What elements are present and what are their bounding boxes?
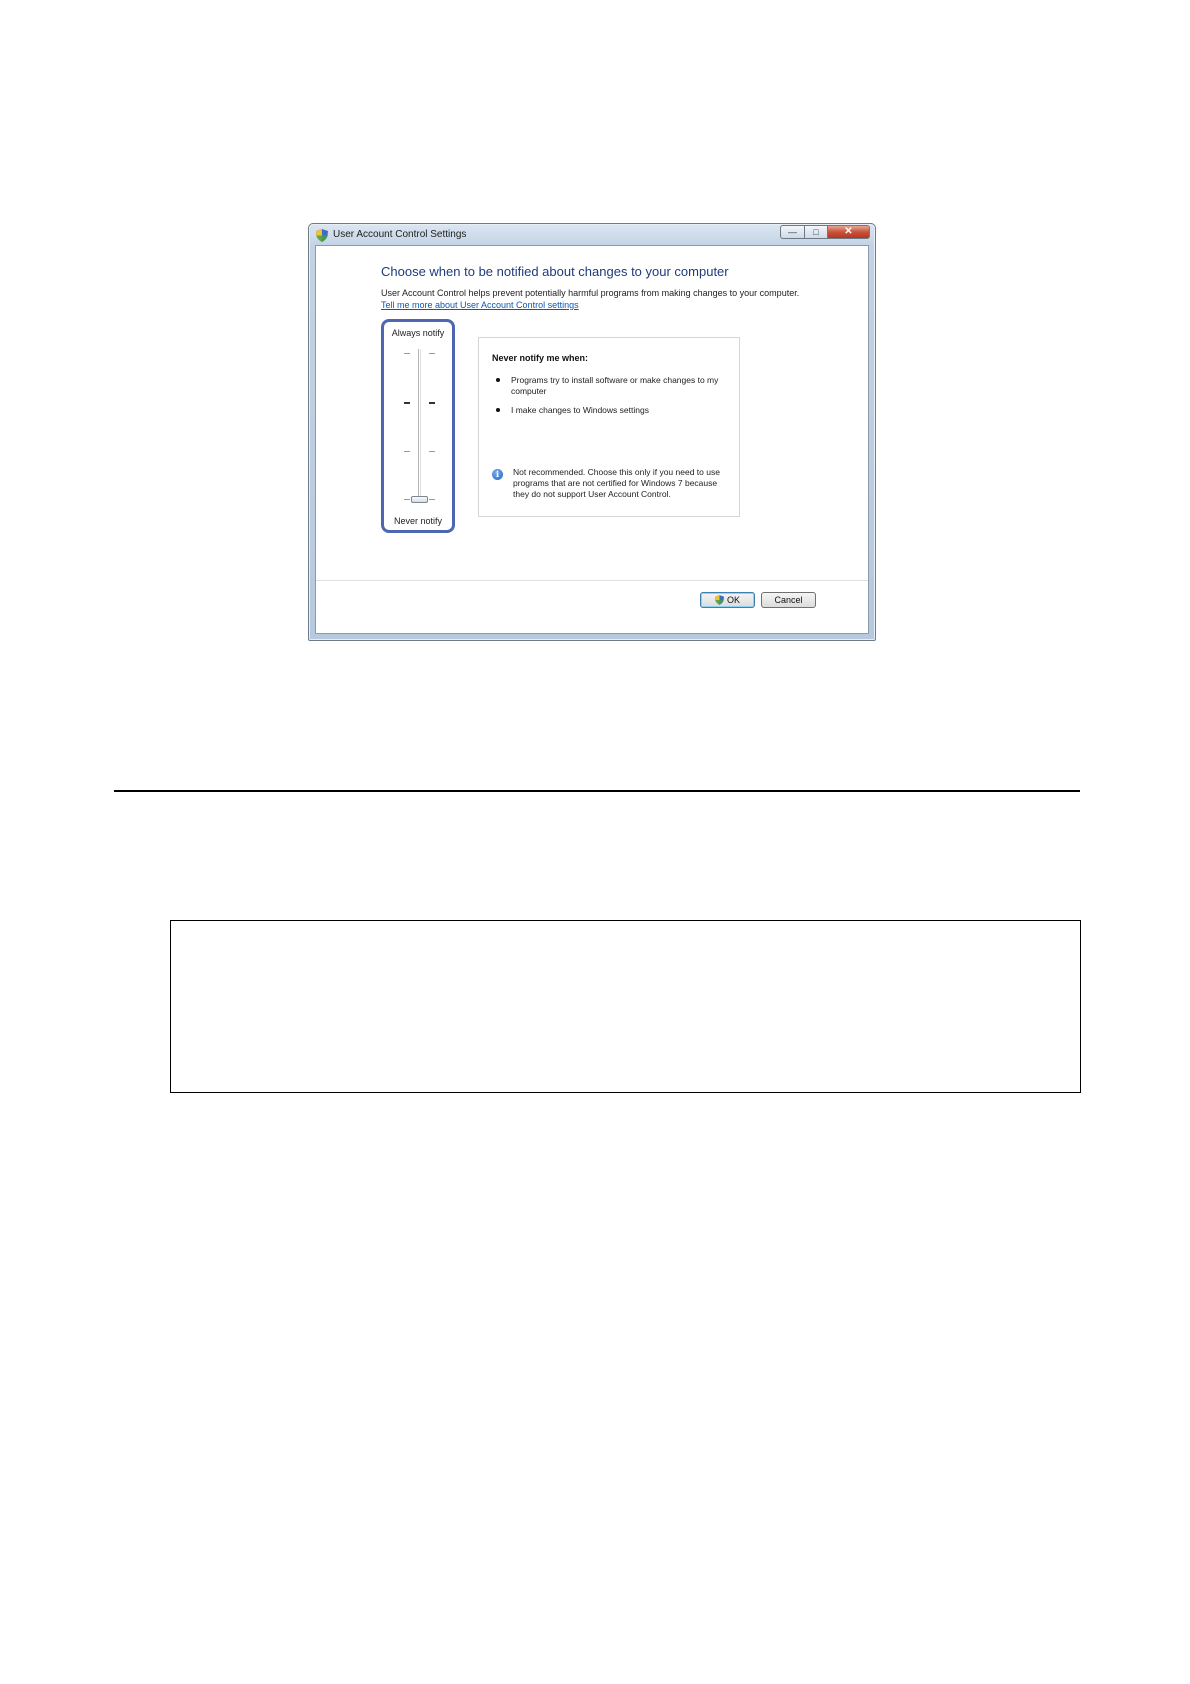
level-description-panel <box>478 337 740 517</box>
slider-top-label: Always notify <box>391 328 445 338</box>
slider-track[interactable] <box>418 349 421 501</box>
ok-button-label: OK <box>726 595 740 605</box>
client-area <box>315 245 869 634</box>
close-button[interactable] <box>828 225 870 239</box>
list-item-text: I make changes to Windows settings <box>511 405 649 415</box>
level-title: Never notify me when: <box>492 353 589 363</box>
list-item <box>492 405 732 416</box>
title-bar[interactable] <box>309 224 875 246</box>
list-item <box>492 375 732 397</box>
slider-tick <box>404 499 410 500</box>
info-icon: i <box>492 469 503 480</box>
close-icon: ✕ <box>844 226 853 237</box>
minimize-icon: — <box>788 226 797 237</box>
uac-settings-window <box>308 223 876 641</box>
uac-shield-icon <box>715 595 724 605</box>
note-text: Not recommended. Choose this only if you need to use programs that are not certified for Windows 7 because they do not support User Account Control. <box>513 467 720 499</box>
uac-shield-icon <box>316 229 328 242</box>
notification-slider-group <box>381 319 455 533</box>
level-bullet-list <box>492 375 732 424</box>
slider-tick <box>404 402 410 404</box>
maximize-icon: □ <box>813 226 819 237</box>
slider-tick <box>429 353 435 354</box>
slider-bottom-label: Never notify <box>393 516 443 526</box>
page-heading: Choose when to be notified about changes to your computer <box>381 264 729 279</box>
bullet-icon <box>496 378 500 382</box>
slider-tick <box>429 402 435 404</box>
maximize-button[interactable] <box>805 225 828 239</box>
slider-tick <box>404 353 410 354</box>
bullet-icon <box>496 408 500 412</box>
horizontal-rule <box>114 790 1080 792</box>
button-bar <box>316 581 868 633</box>
empty-bordered-box <box>170 920 1081 1093</box>
page-description: User Account Control helps prevent potentially harmful programs from making changes to your computer. <box>381 288 800 298</box>
help-link[interactable]: Tell me more about User Account Control settings <box>381 300 579 310</box>
list-item-text: Programs try to install software or make changes to my computer <box>511 375 719 396</box>
slider-tick <box>404 451 410 452</box>
cancel-button[interactable]: Cancel <box>761 592 816 608</box>
caption-buttons <box>780 225 870 240</box>
minimize-button[interactable] <box>780 225 805 239</box>
window-title: User Account Control Settings <box>333 229 467 240</box>
slider-tick <box>429 451 435 452</box>
slider-tick <box>429 499 435 500</box>
ok-button[interactable] <box>700 592 755 608</box>
slider-thumb[interactable] <box>411 496 428 503</box>
